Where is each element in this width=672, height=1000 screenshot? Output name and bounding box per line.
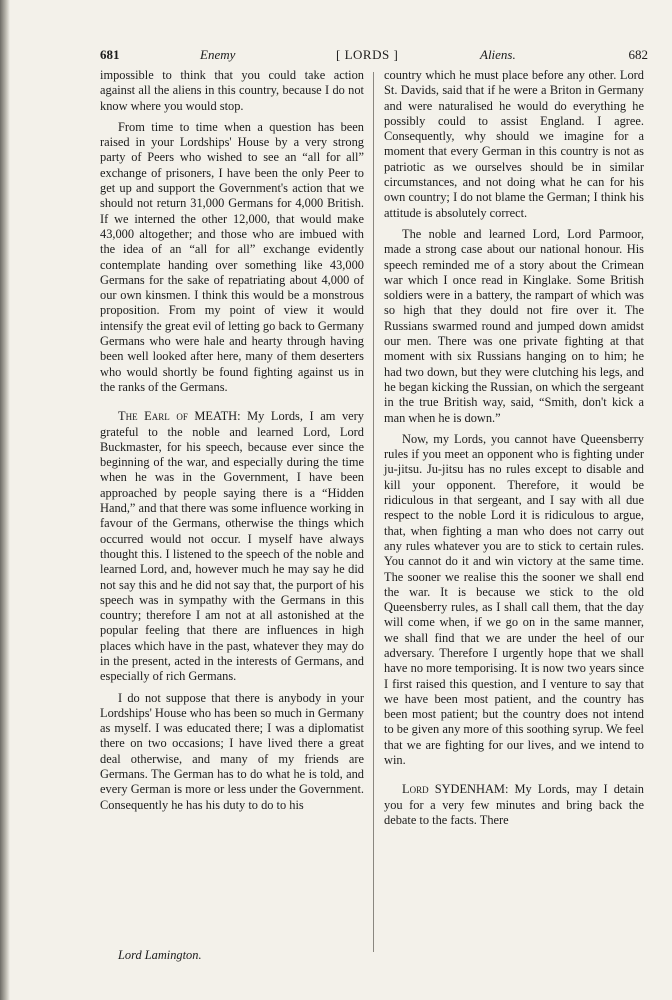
left-column: [100, 68, 364, 819]
speech-paragraph: [100, 409, 364, 684]
header-title-center: [ LORDS ]: [336, 47, 399, 62]
speaker-name: Lord SYDENHAM: [402, 782, 505, 797]
paragraph: Now, my Lords, you cannot have Queensberry rules if you meet an opponent who is fighting under ju-jitsu. Ju-jitsu has no rules except to disable and kill your opponent. Therefore, it would be ridiculous in that sergeant, and I say with all due respect to the noble Lord it is ridiculous to argue, that, when fighting a man who does not carry out any rules whatever you are to stick to certain rules. You cannot do it and win victory at the same time. The sooner we realise this the sooner we shall end the war. It is because we stick to the old Queensberry rules, as I shall call them, that the day will come when, if we go on in the same manner, we shall find that we are under the heel of our adversary. Therefore I urgently hope that we shall have no more temporising. It is now two years since I first raised this question, and I venture to say that we have been most patient, and the country has been most patient; but the country does not intend to be given any more of this soothing syrup. We feel that we are fighting for our lives, and we intend to win.: [384, 431, 644, 768]
page-number-right: 682: [628, 47, 648, 62]
paragraph: impossible to think that you could take action against all the aliens in this country, because I do not know where you would stop.: [100, 68, 364, 113]
paragraph: I do not suppose that there is anybody in your Lordships' House who has been so much in Germany as myself. I was educated there; I was a diplomatist there on two occasions; I have lived there a great deal otherwise, and many of my friends are Germans. The German has to do what he is told, and every German is more or less under the Government. Consequently he has his duty to do to his: [100, 690, 364, 812]
paragraph: From time to time when a question has been raised in your Lordships' House by a very strong party of Peers who wished to see an “all for all” exchange of prisoners, I have been the only Peer to get up and support the Government's action that we should not return 31,000 Germans for 4,000 British. If we interned the other 12,000, that would make 43,000 altogether; and those who are imbued with the idea of an “all for all” exchange evidently contemplate handing over something like 43,000 Germans for the sake of repatriating about 4,000 of our own kinsmen. I think this would be a monstrous proposition. From my point of view it would intensify the great evil of letting go back to Germany Germans who were hale and hearty through having been well looked after here, many of them deserters who would shortly be found fighting against us in the ranks of the Germans.: [100, 119, 364, 394]
page-binding-shadow: [0, 0, 10, 1000]
speech-text: : My Lords, may I detain you for a very few minutes and bring back the debate to the facts. There: [384, 782, 645, 827]
header-title-right: Aliens.: [480, 47, 516, 62]
paragraph: country which he must place before any other. Lord St. Davids, said that if he were a Briton in Germany and were naturalised he would do everything he possibly could to assist England. I agree. Consequently, why should we imagine for a moment that every German in this country is not as patriotic as we ourselves should be in similar circumstances, and not doing what he can for his own country; I do not blame the German; I think his attitude is absolutely correct.: [384, 68, 644, 220]
right-column: [384, 68, 644, 834]
speech-text: : My Lords, I am very grateful to the noble and learned Lord, Lord Buckmaster, for his speech, because ever since the beginning of the war, and especially during the time when he was in the Government, I have been approached by people saying there is a “Hidden Hand,” and that there was some influence working in favour of the Germans, otherwise the things which occurred would not occur. I myself have always thought this. I listened to the speech of the noble and learned Lord, and, however much he may say he did not say this and he did not say that, the purport of his speech was in sympathy with the Germans in this country; therefore I am not at all astonished at the popular feeling that there are influences in high places which have in the past, whatever they may do in the present, acted in the interests of Germans, and especially of rich Germans.: [100, 409, 364, 684]
catchword: Lord Lamington.: [118, 948, 202, 962]
header-title-left: Enemy: [200, 47, 236, 62]
speech-paragraph: [384, 782, 644, 828]
page-number-left: 681: [100, 47, 120, 62]
column-divider: [373, 72, 374, 952]
speaker-name: The Earl of MEATH: [118, 409, 238, 424]
paragraph: The noble and learned Lord, Lord Parmoor, made a strong case about our national honour. His speech reminded me of a story about the Crimean war which I once read in Kinglake. Some British soldiers were in a battery, the rampart of which was so high that they dould not fire over it. The Russians swarmed round and jumped down amidst our men. There was one private fighting at that moment with six Russians hanging on to him; he had two down, but they were clutching his legs, and he began kicking the Russian, on which the sergeant in the true British way, said, “Smith, don't kick a man when he is down.”: [384, 226, 644, 425]
running-header: [100, 47, 648, 67]
